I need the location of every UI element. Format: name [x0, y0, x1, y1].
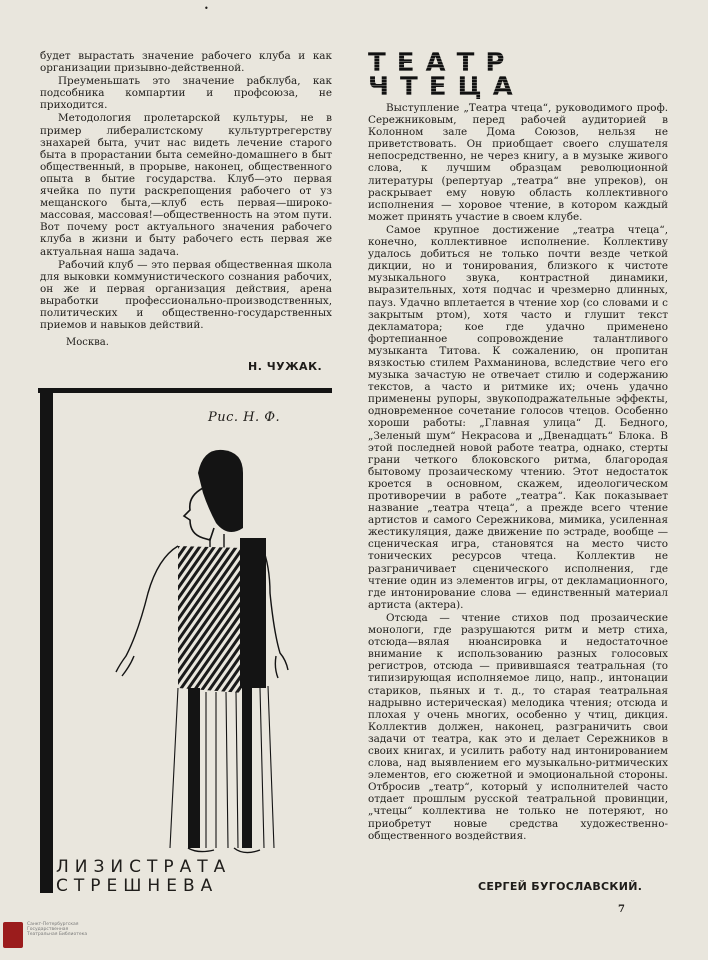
paragraph: будет вырастать значение рабочего клуба и как организации призывно-действенной. [40, 50, 332, 75]
paragraph: Преуменьшать это значение рабклуба, как подсобника компартии и профсоюза, не приходится. [40, 75, 332, 112]
illustration-caption: Рис. Н. Ф. [208, 410, 281, 425]
illustration-title [56, 858, 316, 896]
paragraph: Рабочий клуб — это первая общественная школа для выковки коммунистического сознания рабочих, он же и первая организация действия, арена выработки профессионально-производственных, политических и общественно-государственных приемов и навыков действий. [40, 258, 332, 332]
figure-drawing [38, 388, 333, 893]
figure-bar-1 [188, 688, 200, 848]
paragraph: Отсюда — чтение стихов под прозаические монологи, где разрушаются ритм и метр стиха, отсюда—вялая нюансировка и недостаточное внимание к использованию разных голосовых регистров, отсюда — привившаяся театральная (то типизирующая исполняемое лицо, напр., интонации стариков, пьяных и т. д., то старая театральная надрывно истерическая) мелодика чтения; отсюда и плохая у очень многих, особенно у чтиц, дикция. Коллектив должен, наконец, разграничить свои задачи от театра, как это и делает Сережников в своих книгах, и усилить работу над интонированием слова, над выявлением его музыкально-ритмических элементов, его сюжетной и эмоциональной стороны. Отбросив „театр“, который у исполнителей часто отдает прошлым русской театральной провинции, „чтецы“ коллектива не только не потеряют, но приобретут новые средства художественно-общественного воздействия. [368, 611, 668, 842]
figure-dress-hatch [178, 546, 243, 693]
library-stamp [3, 920, 93, 954]
illustration-title-line1: ЛИЗИСТРАТА [56, 857, 232, 877]
article-title-line2 [368, 72, 630, 102]
paragraph: Методология пролетарской культуры, не в пример либералистскому культуртрегерству знахарей быта, учит нас видеть лечение старого быта в прорастании быта семейно-домашнего в быт общественный, в прорыве, наконец, общественного опыта в бытие государства. Клуб—это первая ячейка по пути раскрепощения рабочего от уз мещанского быта,—клуб есть первая—широко-массовая, массовая!—общественность на этом пути. Вот почему рост актуального значения рабочего клуба в жизни и быту рабочего есть первая же актуальная наша задача. [40, 112, 332, 258]
figure-feet [188, 848, 260, 853]
library-logo-icon [3, 922, 23, 948]
author-signature: СЕРГЕЙ БУГОСЛАВСКИЙ. [478, 880, 643, 893]
figure-bar-2 [242, 688, 252, 848]
figure-hair [198, 450, 243, 532]
paragraph: Выступление „Театра чтеца“, руководимого проф. Сережниковым, перед рабочей аудиторией в Колонном зале Дома Союзов, нельзя не приветствовать. Он приобщает своего слушателя непосредственно, не через книгу, а в музыке живого слова, к лучшим образцам революционной литературы (репертуар „театра“ вне упреков), он раскрывает ему новую область коллективного исполнения — хоровое чтение, в котором каждый может принять участие в своем клубе. [368, 102, 668, 223]
illustration [38, 388, 333, 893]
paragraph: Самое крупное достижение „театра чтеца“, конечно, коллективное исполнение. Коллективу удалось добиться не только почти везде четкой дикции, но и тонирования, близкого к чистоте музыкального звука, контрастной динамики, выразительных, хотя подчас и чрезмерно длинных, пауз. Удачно вплетается в чтение хор (со словами и с закрытым ртом), хотя часто и глушит текст декламатора; кое где удачно применено фортепианное сопровождение талантливого музыканта Титова. К сожалению, он пропитан вязкостью стилем Рахманинова, вследствие чего его музыка зачастую не отвечает стилю и содержанию текстов, а часто и ритмике их; очень удачно применены рупоры, звукоподражательные эффекты, одновременное сочетание голосов чтецов. Особенно хороши работы: „Главная улица“ Д. Бедного, „Зеленый шум“ Некрасова и „Двенадцать“ Блока. В этой последней новой работе театра, однако, стерты грани четкого блоковского ритма, благородая бытовому прозаическому чтению. Этот недостаток кроется в основном, скажем, идеологическом противоречии в работе „театра“. Как показывает название „театра чтеца“, а прежде всего чтение артистов и самого Сережникова, мимика, усиленная жестикуляция, даже движение по эстраде, вообще — сценическая игра, становятся на место чисто тонических ресурсов чтеца. Коллектив не разграничивает сценического исполнения, где чтение один из элементов игры, от декламационного, где интонирование слова — единственный материал артиста (актера). [368, 223, 668, 611]
title-word-1: ТЕАТР [368, 48, 516, 78]
right-column-article [368, 102, 668, 842]
left-column-article [40, 50, 332, 348]
page-number: 7 [618, 904, 625, 915]
figure-left-arm [116, 546, 178, 676]
illustration-title-line2: СТРЕШНЕВА [56, 876, 219, 896]
library-stamp-text: Санкт-Петербургская Государственная Театральная Библиотека [27, 922, 88, 937]
title-word-2: ЧТЕЦА [368, 72, 524, 102]
author-signature: Н. ЧУЖАК. [248, 360, 323, 373]
top-mark: • [204, 4, 209, 13]
article-place: Москва. [66, 337, 109, 349]
figure-dress-dark-panel [240, 538, 266, 688]
article-title-line1 [368, 48, 630, 78]
figure-skirt-lines [170, 686, 274, 848]
article-title [368, 48, 630, 102]
